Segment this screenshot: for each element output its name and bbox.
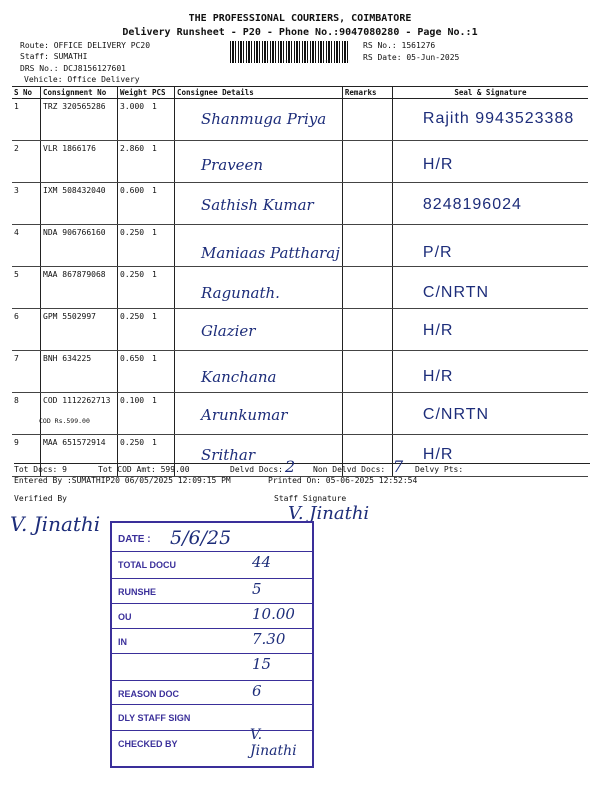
consignee-handwriting: Praveen	[201, 156, 264, 174]
barcode	[230, 41, 350, 63]
stamp-row	[112, 578, 312, 598]
row-consignee-cell	[175, 267, 343, 309]
runsheet-title: Delivery Runsheet - P20 - Phone No.:9047080280 - Page No.:1	[122, 27, 478, 38]
consignee-handwriting: Ragunath.	[201, 284, 280, 302]
consignment-no: MAA 867879068	[43, 270, 106, 279]
row-remarks	[342, 351, 392, 393]
signature-handwriting: H/R	[422, 322, 454, 339]
row-consignee-cell	[175, 141, 343, 183]
row-consignment-cell	[41, 225, 118, 267]
row-pcs: 1	[150, 225, 175, 267]
row-consignee-cell	[175, 393, 343, 435]
rs-no: RS No.: 1561276	[363, 41, 436, 50]
row-sno: 5	[12, 267, 41, 309]
stamp-row-label: RUNSHE	[118, 587, 157, 597]
delvd-docs-handwritten: 2	[285, 457, 296, 476]
row-consignment-cell	[41, 351, 118, 393]
consignment-no: IXM 508432040	[43, 186, 106, 195]
consignee-handwriting: Maniaas Pattharaj	[201, 244, 340, 262]
row-remarks	[342, 183, 392, 225]
stamp-row-value: 10.00	[252, 605, 295, 623]
row-pcs: 1	[150, 267, 175, 309]
stamp-row	[112, 628, 312, 648]
row-pcs: 1	[150, 99, 175, 141]
consignee-handwriting: Arunkumar	[201, 406, 288, 424]
row-consignment-cell	[41, 267, 118, 309]
company-name: THE PROFESSIONAL COURIERS, COIMBATORE	[188, 13, 412, 24]
row-remarks	[342, 267, 392, 309]
stamp-row-label: CHECKED BY	[118, 739, 178, 749]
consignee-handwriting: Sathish Kumar	[201, 196, 314, 214]
row-signature-cell	[392, 309, 588, 351]
row-sno: 7	[12, 351, 41, 393]
signature-handwriting: H/R	[422, 368, 454, 385]
consignment-no: TRZ 320565286	[43, 102, 106, 111]
row-sno: 6	[12, 309, 41, 351]
row-consignee-cell	[175, 99, 343, 141]
row-sno: 4	[12, 225, 41, 267]
row-sno: 9	[12, 435, 41, 477]
row-remarks	[342, 309, 392, 351]
consignment-no: MAA 651572914	[43, 438, 106, 447]
consignment-no: NDA 906766160	[43, 228, 106, 237]
stamp-date-label: DATE :	[118, 534, 151, 545]
table-row	[12, 183, 588, 225]
table-header	[12, 87, 588, 99]
row-signature-cell	[392, 351, 588, 393]
stamp-row	[112, 727, 312, 759]
col-remarks: Remarks	[342, 87, 392, 99]
verifier-signature: V. Jinathi	[10, 512, 101, 536]
row-remarks	[342, 99, 392, 141]
printed-on: Printed On: 05-06-2025 12:52:54	[268, 476, 418, 485]
row-signature-cell	[392, 141, 588, 183]
office-stamp	[110, 521, 314, 768]
stamp-row	[112, 680, 312, 700]
row-consignee-cell	[175, 309, 343, 351]
row-consignee-cell	[175, 183, 343, 225]
row-signature-cell	[392, 183, 588, 225]
row-consignment-cell	[41, 393, 118, 435]
vehicle: Vehicle: Office Delivery	[24, 75, 140, 84]
table-row	[12, 99, 588, 141]
row-consignment-cell	[41, 141, 118, 183]
verified-by-label: Verified By	[14, 494, 67, 503]
row-weight: 0.100	[118, 393, 151, 435]
row-sno: 8	[12, 393, 41, 435]
runsheet-table	[12, 86, 588, 477]
stamp-row-value: 44	[252, 553, 272, 571]
signature-handwriting: Rajith 9943523388	[422, 110, 575, 127]
stamp-row-value: 7.30	[252, 630, 286, 648]
row-weight: 0.250	[118, 309, 151, 351]
stamp-date-value: 5/6/25	[170, 527, 232, 549]
consignment-no: COD 1112262713	[43, 396, 111, 405]
row-signature-cell	[392, 225, 588, 267]
col-signature: Seal & Signature	[392, 87, 588, 99]
consignee-handwriting: Srithar	[201, 446, 256, 464]
rs-date: RS Date: 05-Jun-2025	[363, 53, 460, 62]
row-pcs: 1	[150, 435, 175, 477]
col-pcs: PCS	[150, 87, 175, 99]
row-signature-cell	[392, 99, 588, 141]
signature-handwriting: P/R	[422, 244, 453, 261]
tot-docs: Tot Docs: 9	[14, 465, 67, 474]
table-row	[12, 225, 588, 267]
table-row	[12, 141, 588, 183]
table-row	[12, 309, 588, 351]
row-weight: 2.860	[118, 141, 151, 183]
consignee-handwriting: Shanmuga Priya	[201, 110, 327, 128]
row-sno: 1	[12, 99, 41, 141]
route: Route: OFFICE DELIVERY PC20	[20, 41, 151, 50]
row-pcs: 1	[150, 393, 175, 435]
col-consignee: Consignee Details	[175, 87, 343, 99]
stamp-row-value: 15	[252, 655, 272, 673]
row-sno: 2	[12, 141, 41, 183]
staff-signature: V. Jinathi	[288, 503, 370, 524]
row-pcs: 1	[150, 183, 175, 225]
stamp-row	[112, 653, 312, 673]
row-consignment-cell	[41, 309, 118, 351]
non-delvd-docs: Non Delvd Docs:	[313, 465, 386, 474]
stamp-row-value: V. Jinathi	[250, 727, 297, 759]
table-row	[12, 267, 588, 309]
stamp-row	[112, 704, 312, 723]
table-row	[12, 393, 588, 435]
staff: Staff: SUMATHI	[20, 52, 88, 61]
row-weight: 0.250	[118, 225, 151, 267]
col-consignment: Consignment No	[41, 87, 118, 99]
row-consignment-cell	[41, 99, 118, 141]
row-consignee-cell	[175, 351, 343, 393]
signature-handwriting: C/NRTN	[422, 406, 490, 423]
staff-signature-label: Staff Signature	[274, 494, 347, 503]
consignee-handwriting: Kanchana	[201, 368, 277, 386]
stamp-row-label: TOTAL DOCU	[118, 560, 176, 570]
consignee-handwriting: Glazier	[201, 322, 256, 340]
consignment-no: BNH 634225	[43, 354, 92, 363]
row-signature-cell	[392, 393, 588, 435]
row-remarks	[342, 141, 392, 183]
row-signature-cell	[392, 267, 588, 309]
entered-by: Entered By :SUMATHIP20 06/05/2025 12:09:15 PM	[14, 476, 231, 485]
consignment-no: GPM 5502997	[43, 312, 96, 321]
col-weight: Weight	[118, 87, 151, 99]
row-pcs: 1	[150, 141, 175, 183]
row-weight: 0.600	[118, 183, 151, 225]
drs-no: DRS No.: DCJ8156127601	[20, 64, 126, 73]
row-weight: 0.650	[118, 351, 151, 393]
row-consignee-cell	[175, 225, 343, 267]
cod-amount: COD Rs.599.00	[39, 417, 90, 425]
signature-handwriting: C/NRTN	[422, 284, 490, 301]
stamp-row	[112, 603, 312, 623]
row-remarks	[342, 225, 392, 267]
consignment-no: VLR 1866176	[43, 144, 96, 153]
row-remarks	[342, 393, 392, 435]
signature-handwriting: H/R	[422, 446, 454, 463]
delvy-pts: Delvy Pts:	[415, 465, 464, 474]
table-row	[12, 351, 588, 393]
delvd-docs: Delvd Docs:	[230, 465, 283, 474]
row-pcs: 1	[150, 309, 175, 351]
non-delvd-handwritten: 7	[393, 457, 404, 476]
signature-handwriting: H/R	[422, 156, 454, 173]
stamp-row-label: OU	[118, 612, 132, 622]
signature-handwriting: 8248196024	[422, 196, 522, 213]
stamp-row-value: 5	[252, 580, 262, 598]
row-sno: 3	[12, 183, 41, 225]
row-weight: 0.250	[118, 267, 151, 309]
col-sno: S No	[12, 87, 41, 99]
row-consignment-cell	[41, 183, 118, 225]
row-weight: 3.000	[118, 99, 151, 141]
row-pcs: 1	[150, 351, 175, 393]
stamp-row-value: 6	[252, 682, 262, 700]
tot-cod: Tot COD Amt: 599.00	[98, 465, 190, 474]
stamp-row-label: IN	[118, 637, 127, 647]
stamp-row-label: DLY STAFF SIGN	[118, 713, 191, 723]
stamp-row	[112, 551, 312, 571]
stamp-row-label: REASON DOC	[118, 689, 180, 699]
row-weight: 0.250	[118, 435, 151, 477]
